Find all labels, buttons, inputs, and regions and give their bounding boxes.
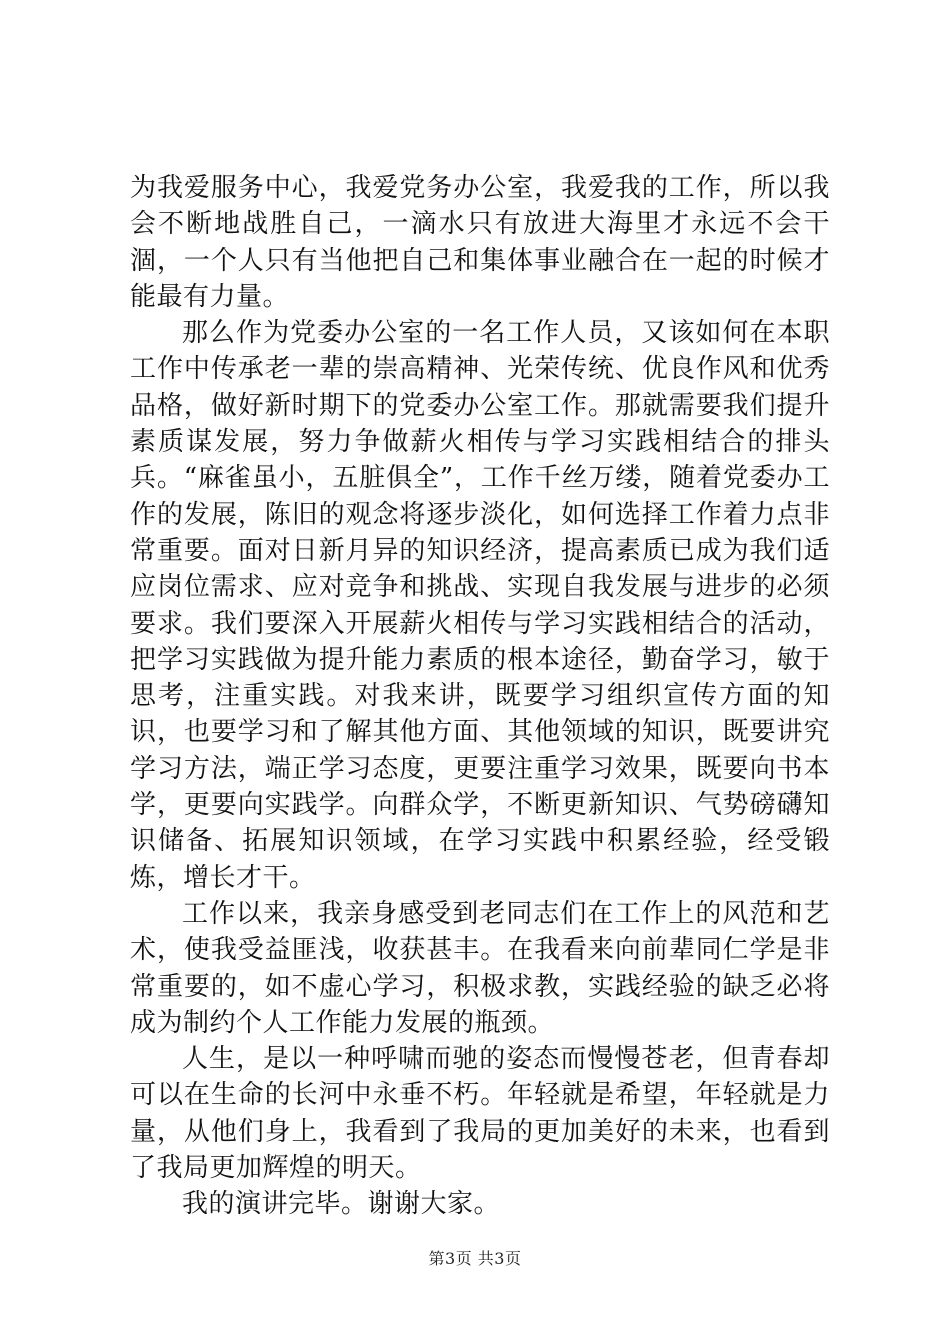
page-number-footer: 第3页 共3页 — [428, 1249, 522, 1268]
document-body — [130, 170, 830, 1223]
paragraph-learn-from-elders: 工作以来，我亲身感受到老同志们在工作上的风范和艺术，使我受益匪浅，收获甚丰。在我看来向前辈同仁学是非常重要的，如不虚心学习，积极求教，实践经验的缺乏必将成为制约个人工作能力发展的瓶颈。 — [130, 898, 830, 1038]
paragraph-closing: 我的演讲完毕。谢谢大家。 — [182, 1189, 501, 1220]
paragraph-self-improvement: 那么作为党委办公室的一名工作人员，又该如何在本职工作中传承老一辈的崇高精神、光荣传统、优良作风和优秀品格，做好新时期下的党委办公室工作。那就需要我们提升素质谋发展，努力争做薪火相传与学习实践相结合的排头兵。“麻雀虽小，五脏俱全”，工作千丝万缕，随着党委办工作的发展，陈旧的观念将逐步淡化，如何选择工作着力点非常重要。面对日新月异的知识经济，提高素质已成为我们适应岗位需求、应对竞争和挑战、实现自我发展与进步的必须要求。我们要深入开展薪火相传与学习实践相结合的活动，把学习实践做为提升能力素质的根本途径，勤奋学习，敏于思考，注重实践。对我来讲，既要学习组织宣传方面的知识，也要学习和了解其他方面、其他领域的知识，既要讲究学习方法，端正学习态度，更要注重学习效果，既要向书本学，更要向实践学。向群众学，不断更新知识、气势磅礴知识储备、拓展知识领域，在学习实践中积累经验，经受锻炼，增长才干。 — [130, 318, 830, 893]
paragraph-continuation: 为我爱服务中心，我爱党务办公室，我爱我的工作，所以我会不断地战胜自己，一滴水只有放进大海里才永远不会干涸，一个人只有当他把自己和集体事业融合在一起的时候才能最有力量。 — [130, 173, 830, 312]
paragraph-youth: 人生，是以一种呼啸而驰的姿态而慢慢苍老，但青春却可以在生命的长河中永垂不朽。年轻就是希望，年轻就是力量，从他们身上，我看到了我局的更加美好的未来，也看到了我局更加辉煌的明天。 — [130, 1044, 830, 1184]
